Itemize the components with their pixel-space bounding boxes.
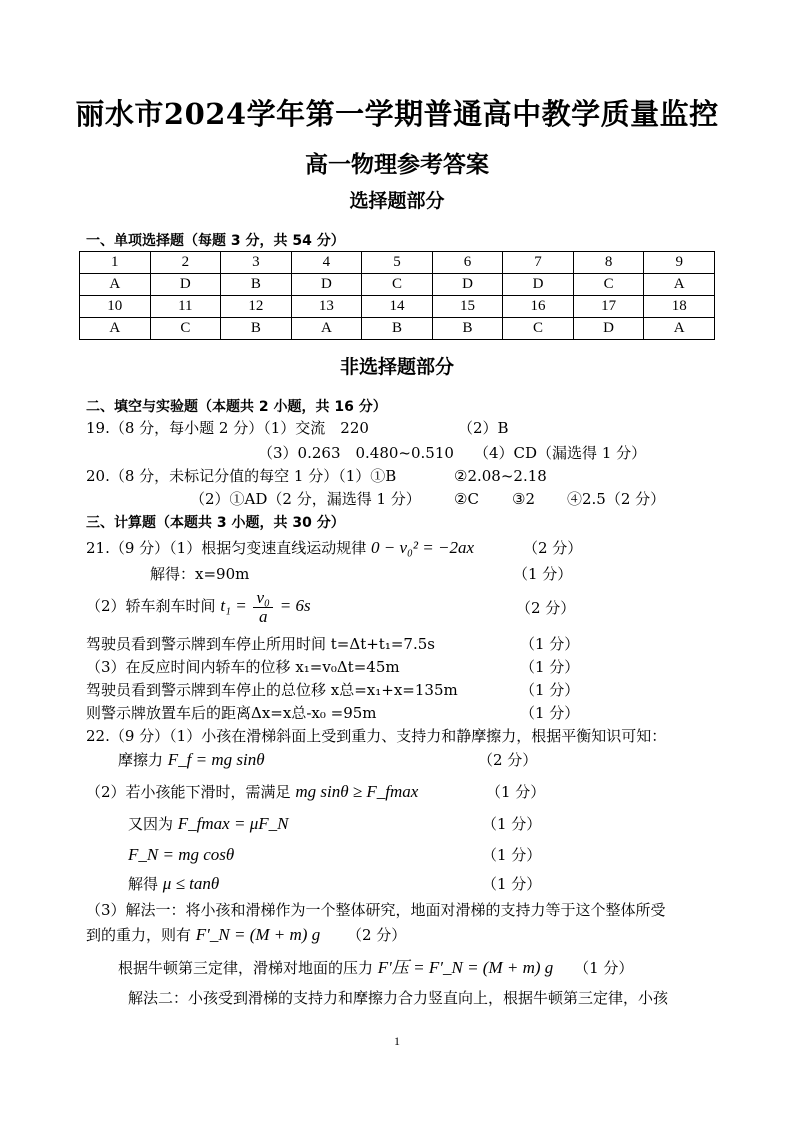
q21-part1-text: 21.（9 分）（1）根据匀变速直线运动规律 [86,539,367,557]
answer-table-cell: D [503,274,574,296]
q21-part1-equation: 0 − v₀² = −2ax [371,538,475,557]
section3-heading: 三、计算题（本题共 3 小题，共 30 分） [86,515,345,531]
q21-part2-eq-right: = 6s [279,596,311,615]
q22-part2-points: （1 分） [486,783,546,801]
answer-table-cell: 18 [644,296,715,318]
section2-heading: 二、填空与实验题（本题共 2 小题，共 16 分） [86,399,387,415]
q22-part3-support-points: （2 分） [346,926,407,944]
q21-solution-x: 解得：x=90m [150,565,250,583]
answer-table-cell: 3 [221,252,292,274]
q19-answer3: （3）0.263 0.480~0.510 [258,444,454,462]
q21-part2 [86,588,311,626]
part-heading-nonchoice: 非选择题部分 [339,356,454,378]
answer-table-cell: B [432,318,503,340]
answer-table-cell: B [362,318,433,340]
q22-result [128,874,219,894]
answer-table-cell: 4 [291,252,362,274]
q21-total-time: 驾驶员看到警示牌到车停止所用时间 t=Δt+t₁=7.5s [86,635,435,653]
q22-friction-text: 摩擦力 [118,751,164,769]
q20-line1: 20.（8 分，未标记分值的每空 1 分）（1）①B [86,467,397,485]
q21-reaction-displacement: （3）在反应时间内轿车的位移 x₁=v₀Δt=45m [86,658,400,676]
q22-part3-pressure-text: 根据牛顿第三定律，滑梯对地面的压力 [118,959,374,977]
q20-answer2c: ③2 [512,490,535,508]
q22-part1: 22.（9 分）（1）小孩在滑梯斜面上受到重力、支持力和静摩擦力，根据平衡知识可知： [86,727,667,745]
q22-max-friction-equation: F_fmax = μF_N [177,814,289,833]
q20-answer2b: ②C [454,490,479,508]
answer-table-cell: D [291,274,362,296]
q21-total-displacement-points: （1 分） [520,681,580,699]
page-number: 1 [394,1034,400,1048]
answer-table-cell: 16 [503,296,574,318]
q19-answer2: （2）B [458,419,509,437]
q22-max-friction-text: 又因为 [128,815,174,833]
answer-table-cell: 12 [221,296,292,318]
answer-table-row [80,274,715,296]
answer-table-cell: 1 [80,252,151,274]
answer-table-cell: 15 [432,296,503,318]
q21-part2-numerator: v₀ [253,589,272,608]
answer-table-row [80,252,715,274]
answer-table-cell: A [80,274,151,296]
q22-part2-condition [86,782,418,802]
document-subtitle: 高一物理参考答案 [305,151,489,178]
answer-table-cell: C [503,318,574,340]
q22-part3-pressure [118,958,633,978]
section1-heading: 一、单项选择题（每题 3 分，共 54 分） [86,233,345,249]
document-title: 丽水市2024学年第一学期普通高中教学质量监控 [75,97,719,131]
answer-table-cell: D [150,274,221,296]
answer-table-cell: D [432,274,503,296]
answer-table-cell: C [362,274,433,296]
answer-table-cell: 7 [503,252,574,274]
answer-table-cell: 6 [432,252,503,274]
q22-part3-method2: 解法二：小孩受到滑梯的支持力和摩擦力合力竖直向上，根据牛顿第三定律，小孩 [128,989,669,1007]
answer-table-cell: 9 [644,252,715,274]
q22-friction-points: （2 分） [478,751,538,769]
answer-table-cell: B [221,274,292,296]
answer-table-cell: 8 [573,252,644,274]
answer-table-cell: D [573,318,644,340]
answer-table-row [80,296,715,318]
q20-answer2d: ④2.5（2 分） [567,490,666,508]
q20-answer1b: ②2.08~2.18 [454,467,547,485]
q21-sign-distance-points: （1 分） [520,704,580,722]
q21-part2-text: （2）轿车刹车时间 [86,597,216,615]
answer-table [79,251,715,340]
q22-normal-force-equation: F_N = mg cosθ [128,845,235,864]
q22-normal-force-points: （1 分） [482,846,542,864]
q22-max-friction [128,814,288,834]
answer-table-cell: A [644,274,715,296]
q21-total-time-points: （1 分） [520,635,580,653]
q22-part2-text: （2）若小孩能下滑时，需满足 [86,783,291,801]
q22-part2-equation: mg sinθ ≥ F_fmax [295,782,419,801]
q22-friction-equation: F_f = mg sinθ [167,750,265,769]
answer-table-cell: C [150,318,221,340]
q22-part3-pressure-equation: F′压 = F′_N = (M + m) g [377,958,554,977]
answer-table-cell: 2 [150,252,221,274]
q19-line1: 19.（8 分，每小题 2 分）（1）交流 220 [86,419,369,437]
answer-table-cell: 17 [573,296,644,318]
q21-part2-denominator: a [258,606,268,626]
q21-reaction-displacement-points: （1 分） [520,658,580,676]
answer-table-cell: 13 [291,296,362,318]
answer-table-cell: 11 [150,296,221,318]
q22-max-friction-points: （1 分） [482,815,542,833]
q22-normal-force [128,845,234,865]
q22-result-points: （1 分） [482,875,542,893]
answer-table-cell: 5 [362,252,433,274]
answer-table-cell: A [291,318,362,340]
q22-friction [118,750,265,770]
part-heading-choice: 选择题部分 [349,190,445,212]
q21-total-displacement: 驾驶员看到警示牌到车停止的总位移 x总=x₁+x=135m [86,681,458,699]
q21-part2-points: （2 分） [516,599,576,617]
q19-answer4: （4）CD（漏选得 1 分） [474,444,647,462]
q22-part3-support-text: 到的重力，则有 [86,926,192,944]
answer-table-cell: A [644,318,715,340]
q22-part3-support-equation: F′_N = (M + m) g [195,925,321,944]
q20-answer2a: （2）①AD（2 分，漏选得 1 分） [190,490,421,508]
q22-result-text: 解得 [128,875,159,893]
answer-table-cell: A [80,318,151,340]
q21-sign-distance: 则警示牌放置车后的距离Δx=x总-x₀ =95m [86,704,377,722]
q21-solution-x-points: （1 分） [513,565,573,583]
answer-table-cell: 14 [362,296,433,318]
q21-part2-fraction [253,589,272,626]
q21-part1 [86,538,474,558]
q22-part3-pressure-points: （1 分） [574,959,634,977]
q21-part1-points: （2 分） [523,539,583,557]
answer-table-row [80,318,715,340]
q22-part3-method1: （3）解法一：将小孩和滑梯作为一个整体研究，地面对滑梯的支持力等于这个整体所受 [86,901,666,919]
answer-table-cell: 10 [80,296,151,318]
answer-table-cell: B [221,318,292,340]
q22-part3-support [86,925,406,945]
q21-part2-eq-left: t₁ = [220,596,247,615]
q22-result-equation: μ ≤ tanθ [162,874,220,893]
answer-table-cell: C [573,274,644,296]
